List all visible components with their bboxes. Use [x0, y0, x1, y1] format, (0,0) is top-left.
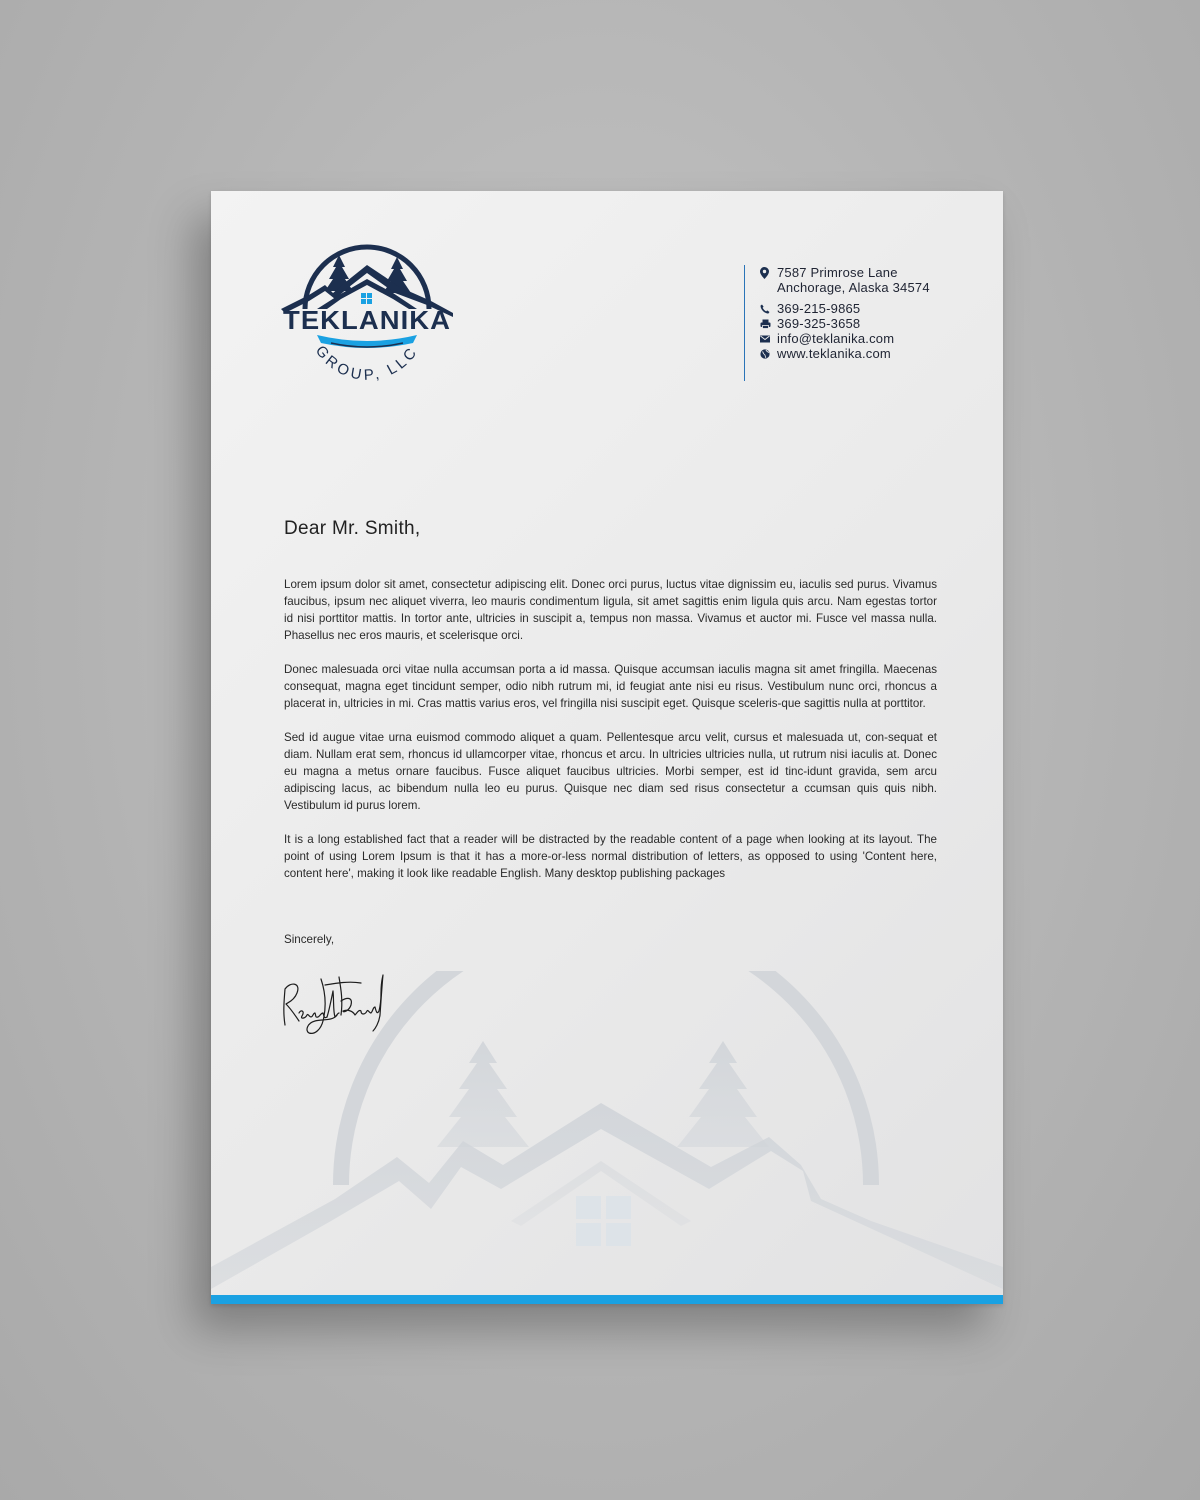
letter-paragraph: Donec malesuada orci vitae nulla accumsan porta a id massa. Quisque accumsan iaculis magna sit amet fringilla. Maecenas consequat, magna eget tincidunt semper, odio nibh rutrum mi, id feugiat ante nisi eu risus. Vestibulum nunc orci, rhoncus a placerat in, ultricies in mi. Cras mattis varius eros, vel fringilla nisi suscipit eget. Quisque sceleris-que sagittis nulla at porttitor.: [284, 663, 937, 710]
logo-wordmark: TEKLANIKA: [283, 305, 451, 335]
logo-subtitle: GROUP, LLC: [311, 342, 423, 383]
letter-paragraph: It is a long established fact that a reader will be distracted by the readable content of a page when looking at its layout. The point of using Lorem Ipsum is that it has a more-or-less normal distribution of letters, as opposed to using 'Content here, content here', making it look like readable English. Many desktop publishing packages: [284, 833, 937, 880]
envelope-icon: [760, 331, 777, 346]
globe-icon: [760, 346, 777, 361]
email-row: [760, 331, 984, 346]
email-address[interactable]: info@teklanika.com: [777, 331, 895, 346]
fax-icon: [760, 316, 777, 331]
company-logo: [281, 243, 453, 383]
fax-number: 369-325-3658: [777, 316, 861, 331]
address-line-2: Anchorage, Alaska 34574: [777, 280, 930, 295]
signature: [281, 971, 393, 1041]
address-text: [777, 265, 930, 295]
footer-accent-bar: [211, 1295, 1003, 1304]
letterhead-page: [211, 191, 1003, 1304]
letter-greeting: Dear Mr. Smith,: [284, 518, 421, 539]
address-row: [760, 265, 984, 295]
fax-row: [760, 316, 984, 331]
web-row: [760, 346, 984, 361]
address-line-1: 7587 Primrose Lane: [777, 265, 898, 280]
website-url[interactable]: www.teklanika.com: [777, 346, 891, 361]
phone-number: 369-215-9865: [777, 301, 861, 316]
phone-icon: [760, 301, 777, 316]
letter-body: [284, 576, 937, 899]
phone-row: [760, 301, 984, 316]
contact-block: [744, 265, 984, 381]
letter-closing: Sincerely,: [284, 933, 335, 946]
letter-paragraph: Sed id augue vitae urna euismod commodo aliquet a quam. Pellentesque arcu velit, cursus et malesuada ut, con-sequat et diam. Nullam erat sem, rhoncus id ullamcorper vitae, rhoncus et arcu. In ultricies ultricies nulla, ut rutrum nisi iaculis at. Donec eu magna a metus ornare faucibus. Fusce aliquet faucibus ultricies. Morbi semper, est id tinc-idunt gravida, sem arcu adipiscing lacus, ac bibendum nulla leo eu purus. Quisque nec diam sed risus consectetur a ccumsan quis quis nibh. Vestibulum id purus lorem.: [284, 731, 937, 812]
location-pin-icon: [760, 265, 777, 280]
letter-paragraph: Lorem ipsum dolor sit amet, consectetur adipiscing elit. Donec orci purus, luctus vitae dignissim eu, iaculis sed purus. Vivamus faucibus, ipsum nec aliquet viverra, leo mauris condimentum ligula, sit amet sagittis enim ligula quis arcu. Nam egestas tortor id nisi porttitor mattis. In tortor ante, ultricies in suscipit a, tempus non massa. Vivamus et auctor mi. Fusce vel massa nulla. Phasellus nec eros mauris, et scelerisque orci.: [284, 578, 937, 642]
